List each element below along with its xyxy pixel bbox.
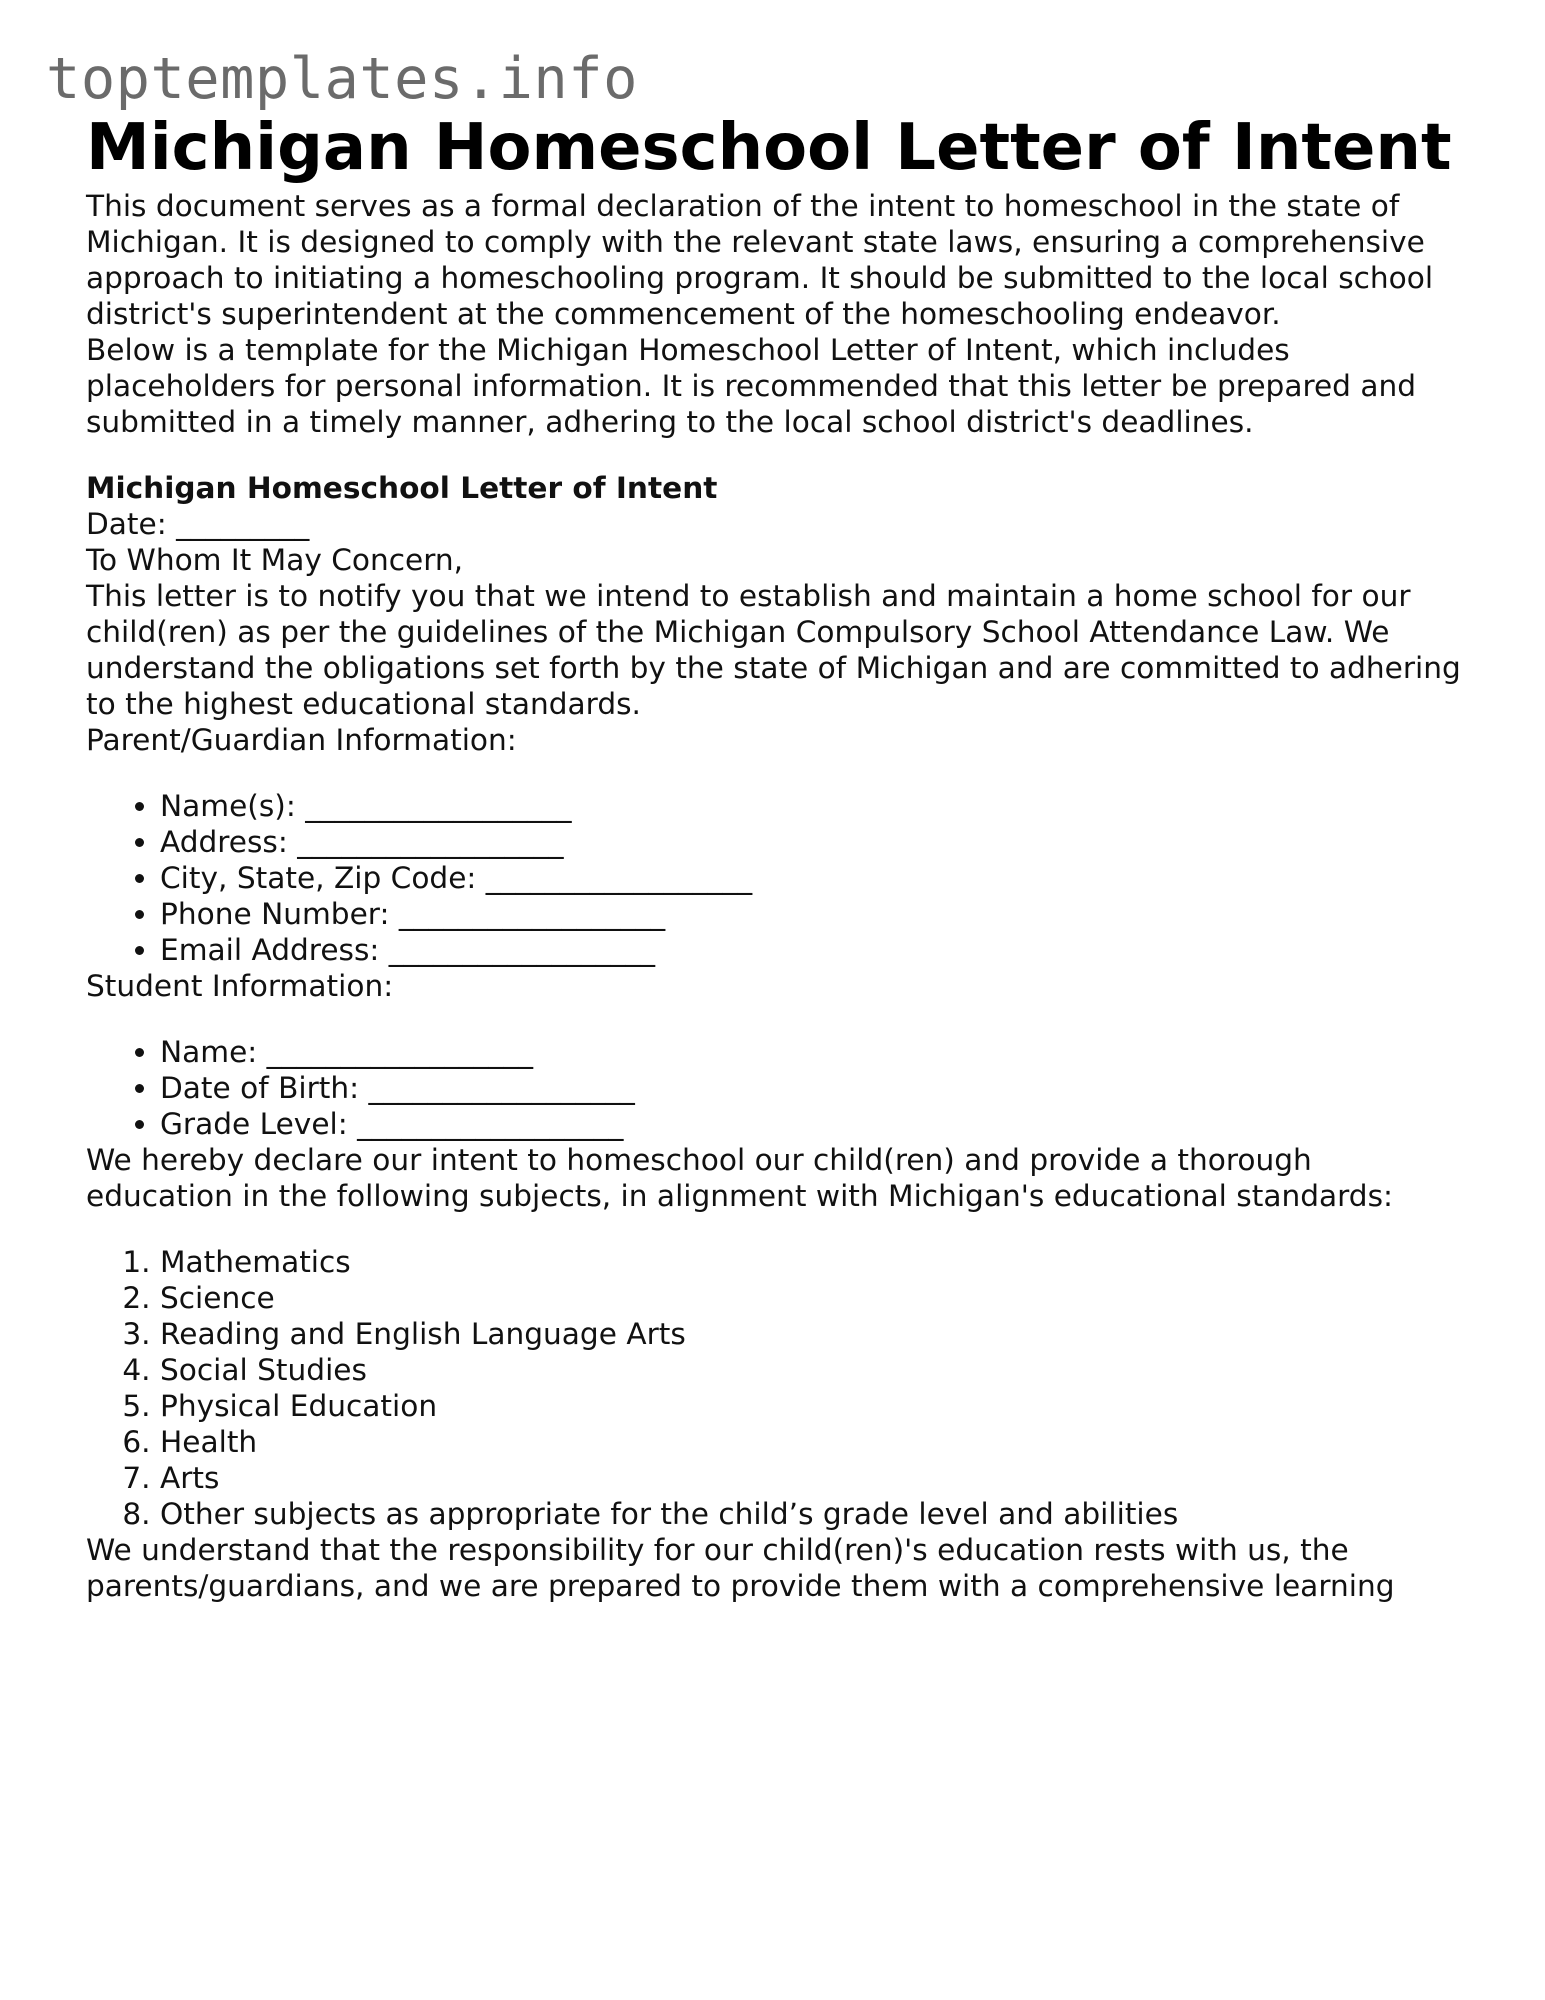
parent-field-address: • Address: __________________ <box>160 824 1466 860</box>
student-fields-list <box>86 1034 1466 1142</box>
document-page <box>86 108 1466 1604</box>
subject-item: 1. Mathematics <box>160 1244 1466 1280</box>
watermark-text: toptemplates.info <box>46 46 638 112</box>
subject-item: 5. Physical Education <box>160 1388 1466 1424</box>
subject-item: 7. Arts <box>160 1460 1466 1496</box>
subject-item: 6. Health <box>160 1424 1466 1460</box>
salutation: To Whom It May Concern, <box>86 543 464 577</box>
subject-item: 8. Other subjects as appropriate for the child’s grade level and abilities <box>160 1496 1466 1532</box>
page-title: Michigan Homeschool Letter of Intent <box>86 111 1452 185</box>
subject-item: 3. Reading and English Language Arts <box>160 1316 1466 1352</box>
closing-paragraph: We understand that the responsibility for our child(ren)'s education rests with us, the parents/guardians, and we are prepared to provide them with a comprehensive learning <box>86 1533 1395 1603</box>
parent-section-label: Parent/Guardian Information: <box>86 723 517 757</box>
declaration-paragraph: We hereby declare our intent to homeschool our child(ren) and provide a thorough education in the following subjects, in alignment with Michigan's educational standards: <box>86 1143 1393 1213</box>
notice-paragraph: This letter is to notify you that we intend to establish and maintain a home school for our child(ren) as per the guidelines of the Michigan Compulsory School Attendance Law. We understand the obligations set forth by the state of Michigan and are committed to adhering to the highest educational standards. <box>86 579 1461 721</box>
date-line: Date: _________ <box>86 507 310 541</box>
student-section-label: Student Information: <box>86 969 394 1003</box>
parent-field-name: • Name(s): __________________ <box>160 788 1466 824</box>
letter-heading: Michigan Homeschool Letter of Intent <box>86 471 718 505</box>
student-field-dob: • Date of Birth: __________________ <box>160 1070 1466 1106</box>
parent-field-city-state-zip: • City, State, Zip Code: __________________ <box>160 860 1466 896</box>
parent-field-email: • Email Address: __________________ <box>160 932 1466 968</box>
intro-paragraph-2: Below is a template for the Michigan Homeschool Letter of Intent, which includes placeholders for personal information. It is recommended that this letter be prepared and submitted in a timely manner, adhering to the local school district's deadlines. <box>86 333 1417 439</box>
student-field-name: • Name: __________________ <box>160 1034 1466 1070</box>
student-field-grade: • Grade Level: __________________ <box>160 1106 1466 1142</box>
intro-paragraph-1: This document serves as a formal declaration of the intent to homeschool in the state of Michigan. It is designed to comply with the relevant state laws, ensuring a comprehensive approach to initiating a homeschooling program. It should be submitted to the local school district's superintendent at the commencement of the homeschooling endeavor. <box>86 189 1434 331</box>
subject-item: 2. Science <box>160 1280 1466 1316</box>
subject-item: 4. Social Studies <box>160 1352 1466 1388</box>
parent-fields-list <box>86 788 1466 968</box>
subjects-list <box>86 1244 1466 1532</box>
parent-field-phone: • Phone Number: __________________ <box>160 896 1466 932</box>
